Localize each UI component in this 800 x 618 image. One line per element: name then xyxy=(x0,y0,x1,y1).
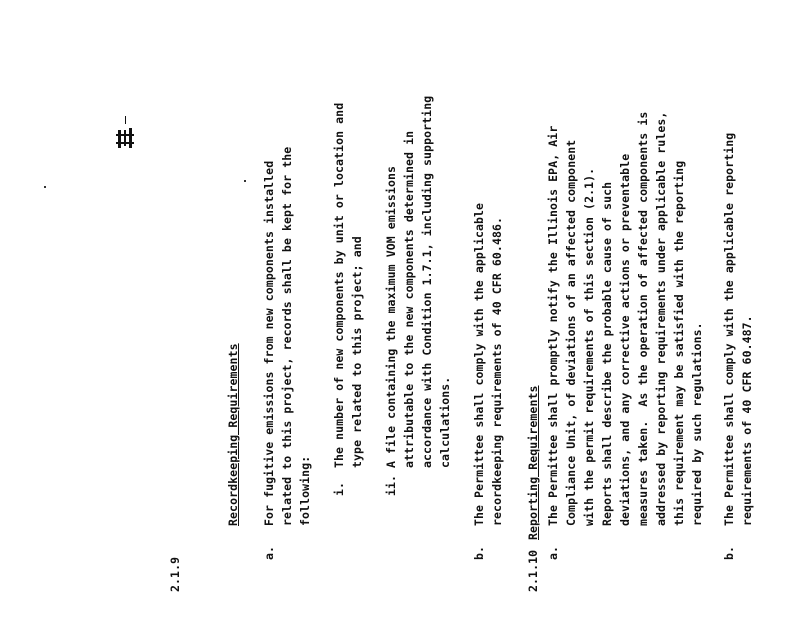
scan-speck xyxy=(244,180,246,182)
section-number: 2.1.9 xyxy=(168,556,182,592)
section-number: 2.1.10 xyxy=(526,549,540,592)
item-b-line-1: The Permittee shall comply with the applicable reporting xyxy=(722,132,736,526)
scan-speck xyxy=(44,186,46,188)
item-b-line-2: recordkeeping requirements of 40 CFR 60.486. xyxy=(490,216,504,526)
item-a-line-1: The Permittee shall promptly notify the Illinois EPA, Air xyxy=(546,125,560,526)
item-a-line-2: Compliance Unit, of deviations of an affected component xyxy=(564,139,578,526)
item-a-line-5: deviations, and any corrective actions or preventable xyxy=(618,153,632,526)
subitem-label: ii. xyxy=(384,474,398,496)
item-a-line-2: related to this project, records shall be kept for the xyxy=(280,146,294,526)
item-a-line-8: this requirement may be satisfied with the reporting xyxy=(672,160,686,526)
item-label: a. xyxy=(546,545,560,560)
section-heading: Reporting Requirements xyxy=(526,385,540,540)
item-b-line-2: requirements of 40 CFR 60.487. xyxy=(740,315,754,526)
subitem-i-line-1: The number of new components by unit or location and xyxy=(332,102,346,468)
item-a-line-4: Reports shall describe the probable cause of such xyxy=(600,181,614,526)
subitem-ii-line-1: A file containing the maximum VOM emissions xyxy=(384,165,398,468)
subitem-i-line-2: type related to this project; and xyxy=(350,236,364,468)
item-label: b. xyxy=(472,545,486,560)
item-a-line-1: For fugitive emissions from new components installed xyxy=(262,160,276,526)
item-label: a. xyxy=(262,545,276,560)
item-b-line-1: The Permittee shall comply with the applicable xyxy=(472,202,486,526)
item-a-line-7: addressed by reporting requirements under applicable rules, xyxy=(654,111,668,526)
subitem-ii-line-3: accordance with Condition 1.7.1, including supporting xyxy=(420,95,434,468)
item-a-line-9: required by such regulations. xyxy=(690,322,704,526)
item-a-line-6: measures taken. As the operation of affected components is xyxy=(636,111,650,526)
subitem-ii-line-4: calculations. xyxy=(438,376,452,468)
subitem-label: i. xyxy=(332,481,346,496)
item-a-line-3: following: xyxy=(298,455,312,526)
item-a-line-3: with the permit requirements of this section (2.1). xyxy=(582,167,596,526)
item-label: b. xyxy=(722,545,736,560)
subitem-ii-line-2: attributable to the new components determined in xyxy=(402,130,416,468)
section-heading: Recordkeeping Requirements xyxy=(226,343,240,526)
scan-mark xyxy=(116,108,138,148)
